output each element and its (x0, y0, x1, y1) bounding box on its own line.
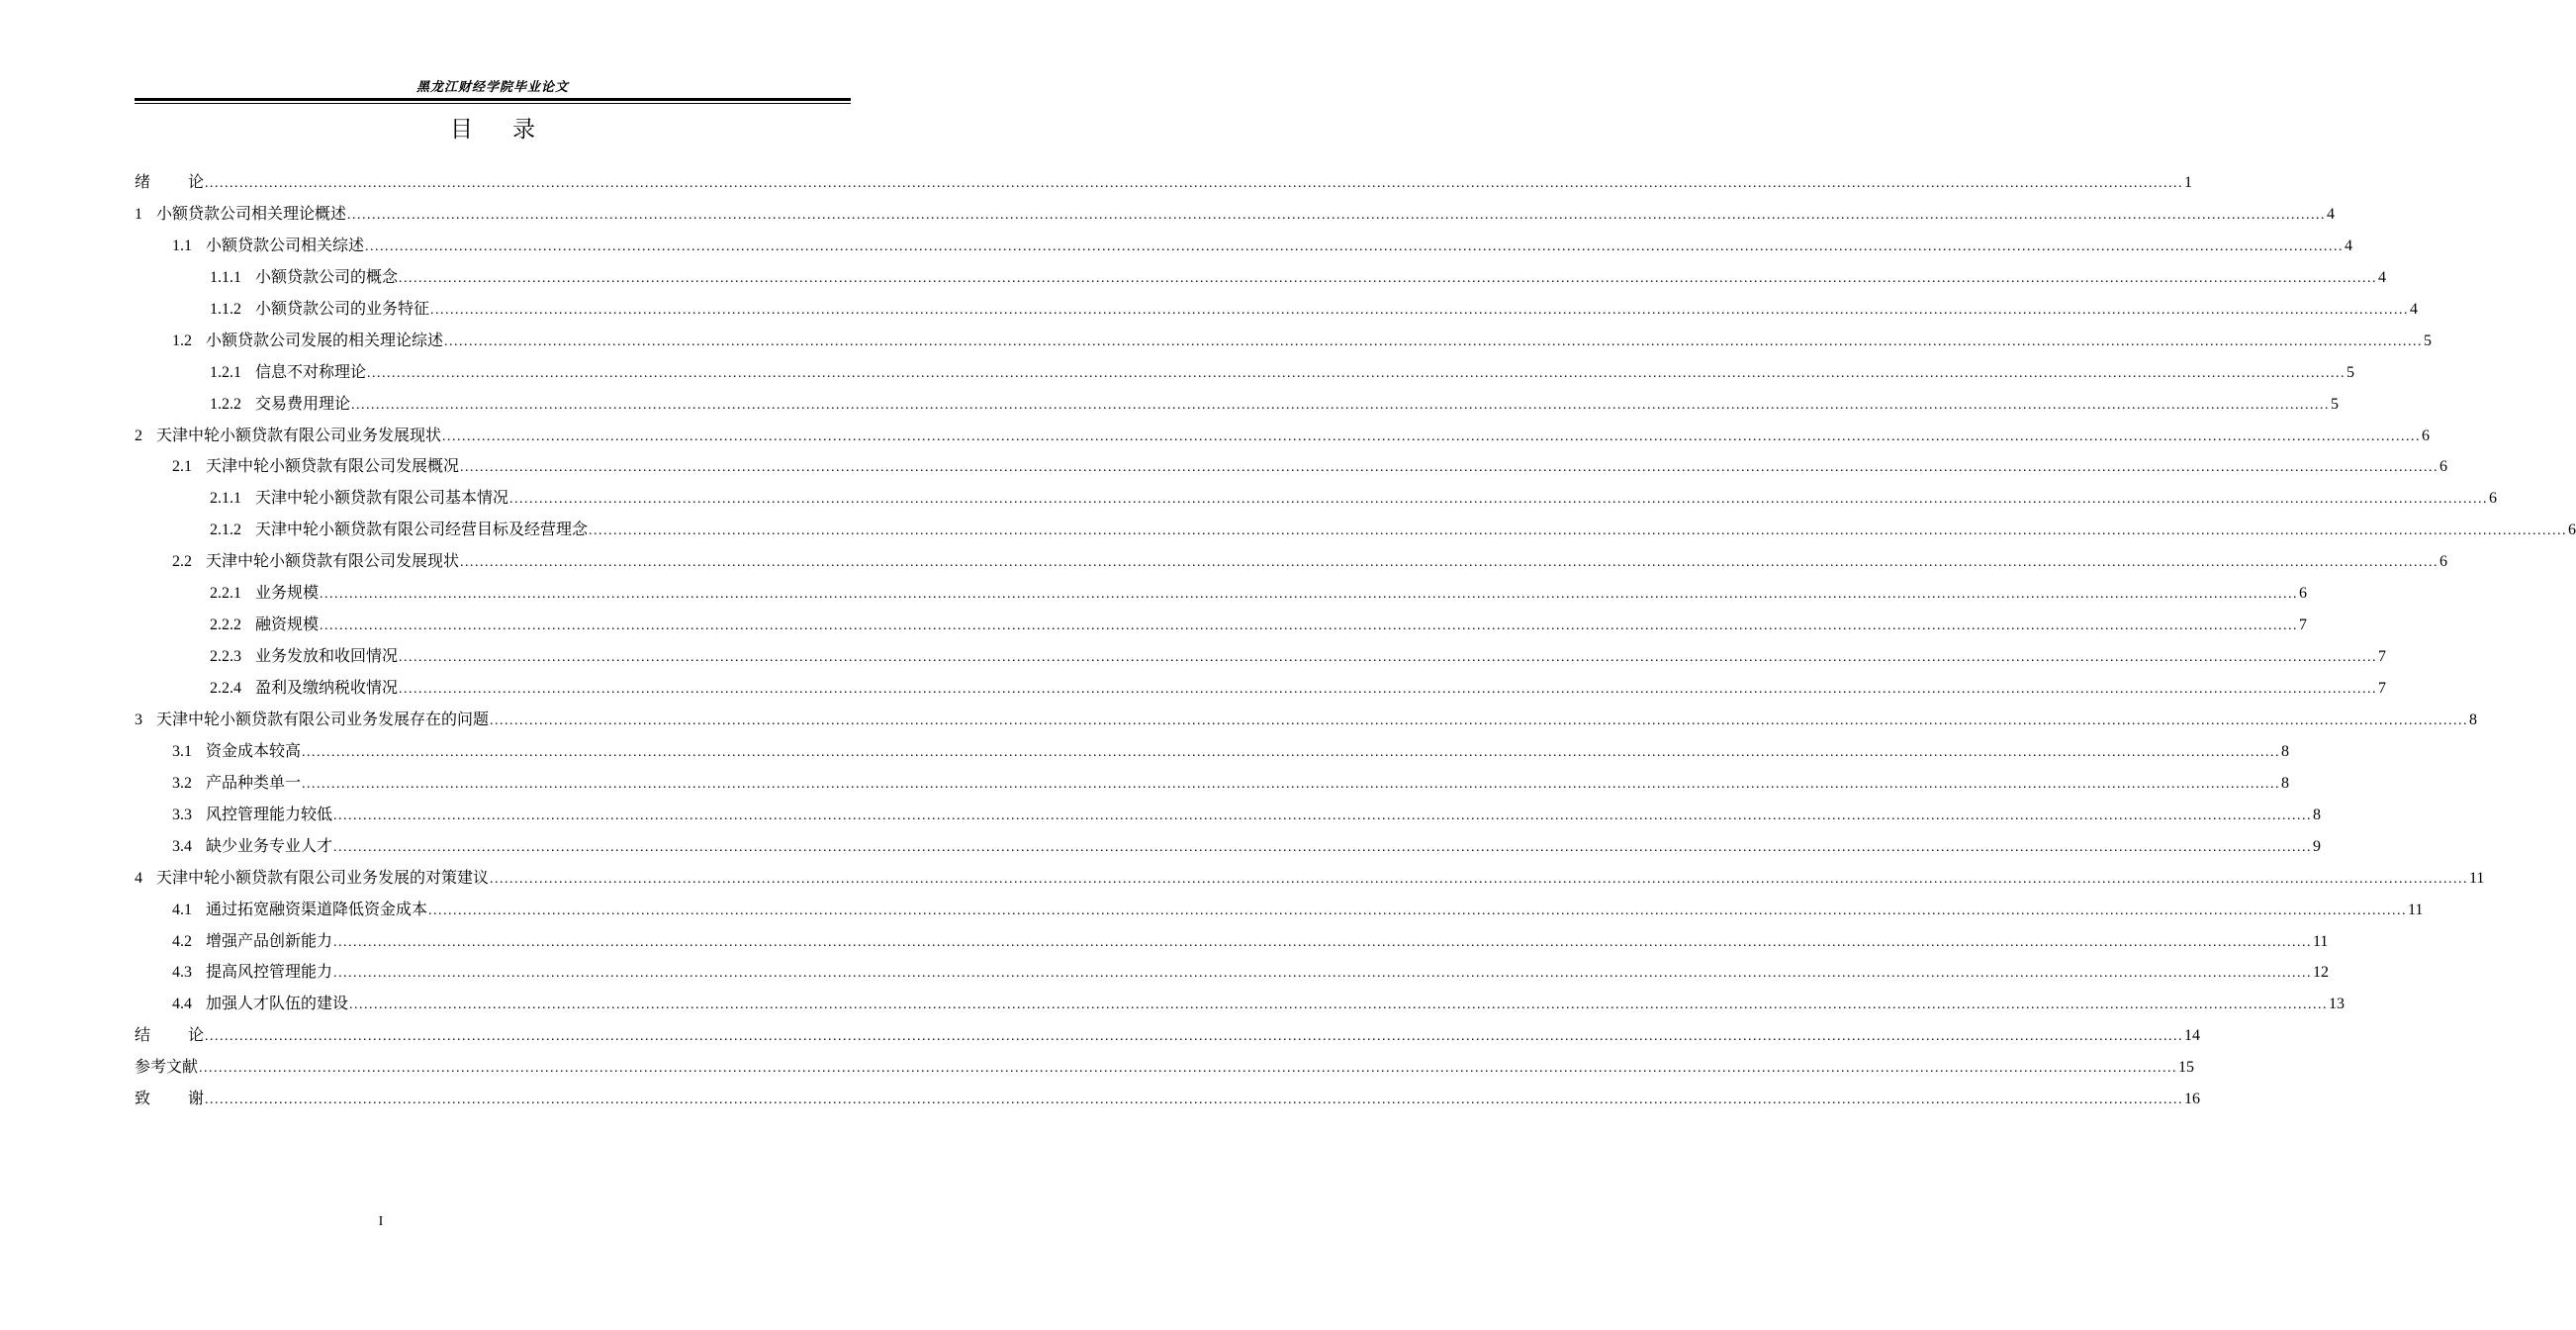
toc-entry-number: 1.2.2 (210, 395, 241, 413)
toc-entry-label: 天津中轮小额贷款有限公司发展概况 (206, 456, 460, 476)
toc-entry-label: 业务发放和收回情况 (255, 646, 399, 666)
toc-entry[interactable] (135, 482, 2498, 514)
toc-entry-number: 2.1.1 (210, 490, 241, 508)
toc-entry-page: 7 (2378, 680, 2387, 697)
toc-entry[interactable] (135, 388, 2340, 420)
toc-dot-leader: ................................................................................................................................................................................................................................................................................................................................................................................................................ (349, 998, 2329, 1013)
toc-entry-number: 4.2 (172, 932, 192, 950)
toc-dot-leader: ................................................................................................................................................................................................................................................................................................................................................................................................................ (442, 428, 2422, 444)
toc-entry[interactable] (135, 799, 2322, 830)
toc-entry-number: 1.1.2 (210, 300, 241, 318)
toc-entry-page: 6 (2489, 490, 2498, 508)
toc-entry-number: 2.2.2 (210, 617, 241, 634)
toc-entry-page: 6 (2422, 427, 2431, 444)
toc-entry[interactable] (135, 230, 2353, 261)
toc-entry-number: 1.1.1 (210, 268, 241, 286)
toc-entry-label: 加强人才队伍的建设 (206, 994, 349, 1013)
toc-dot-leader: ................................................................................................................................................................................................................................................................................................................................................................................................................ (205, 1029, 2184, 1045)
toc-entry-page: 5 (2424, 332, 2433, 349)
toc-entry-number: 2.2.1 (210, 585, 241, 603)
toc-entry-label: 天津中轮小额贷款有限公司经营目标及经营理念 (255, 520, 589, 539)
toc-entry-label: 参考文献 (135, 1057, 199, 1077)
toc-entry-page: 4 (2345, 237, 2353, 254)
toc-entry-label: 信息不对称理论 (255, 361, 367, 381)
toc-entry-label: 盈利及缴纳税收情况 (255, 678, 399, 697)
toc-entry[interactable] (135, 166, 2193, 198)
toc-entry-label: 天津中轮小额贷款有限公司业务发展现状 (156, 425, 442, 444)
toc-entry-number: 3.1 (172, 742, 192, 760)
toc-dot-leader: ................................................................................................................................................................................................................................................................................................................................................................................................................ (399, 270, 2378, 286)
toc-entry[interactable] (135, 862, 2485, 894)
toc-entry-page: 1 (2184, 174, 2193, 191)
toc-dot-leader: ................................................................................................................................................................................................................................................................................................................................................................................................................ (490, 712, 2469, 728)
toc-dot-leader: ................................................................................................................................................................................................................................................................................................................................................................................................................ (333, 934, 2313, 950)
toc-dot-leader: ................................................................................................................................................................................................................................................................................................................................................................................................................ (367, 365, 2346, 381)
toc-entry-label: 绪论 (135, 172, 205, 191)
toc-entry[interactable] (135, 609, 2308, 640)
toc-entry-page: 7 (2378, 648, 2387, 666)
toc-entry-label: 小额贷款公司相关理论概述 (156, 203, 347, 223)
toc-entry-page: 6 (2439, 553, 2448, 571)
toc-entry-page: 12 (2313, 964, 2330, 982)
toc-entry-label: 风控管理能力较低 (206, 804, 333, 823)
toc-entry-number: 3.4 (172, 837, 192, 855)
toc-entry-label: 小额贷款公司相关综述 (206, 235, 365, 254)
toc-entry[interactable] (135, 925, 2329, 957)
toc-entry[interactable] (135, 1083, 2201, 1114)
toc-dot-leader: ................................................................................................................................................................................................................................................................................................................................................................................................................ (490, 871, 2469, 887)
toc-entry-page: 11 (2469, 869, 2485, 887)
toc-entry-number: 2 (135, 427, 142, 444)
table-of-contents (135, 166, 2576, 1114)
toc-entry[interactable] (135, 325, 2433, 356)
toc-dot-leader: ................................................................................................................................................................................................................................................................................................................................................................................................................ (444, 333, 2424, 349)
toc-dot-leader: ................................................................................................................................................................................................................................................................................................................................................................................................................ (399, 682, 2378, 697)
toc-entry-number: 3 (135, 711, 142, 728)
toc-dot-leader: ................................................................................................................................................................................................................................................................................................................................................................................................................ (460, 555, 2439, 571)
toc-entry-number: 1.2.1 (210, 363, 241, 381)
toc-entry-number: 2.2.3 (210, 648, 241, 666)
toc-entry[interactable] (135, 767, 2290, 799)
toc-entry-number: 4.3 (172, 964, 192, 982)
toc-entry-number: 3.3 (172, 806, 192, 823)
toc-entry-number: 4 (135, 869, 142, 887)
toc-entry-page: 14 (2184, 1027, 2201, 1045)
toc-dot-leader: ................................................................................................................................................................................................................................................................................................................................................................................................................ (347, 207, 2327, 223)
toc-entry-label: 天津中轮小额贷款有限公司基本情况 (255, 488, 509, 508)
toc-entry-label: 天津中轮小额贷款有限公司发展现状 (206, 551, 460, 571)
toc-entry-page: 8 (2469, 711, 2478, 728)
toc-entry-label: 增强产品创新能力 (206, 930, 333, 950)
toc-entry-number: 3.2 (172, 774, 192, 792)
toc-dot-leader: ................................................................................................................................................................................................................................................................................................................................................................................................................ (509, 492, 2489, 508)
toc-dot-leader: ................................................................................................................................................................................................................................................................................................................................................................................................................ (430, 302, 2410, 318)
toc-entry-number: 1 (135, 205, 142, 223)
toc-entry[interactable] (135, 356, 2355, 388)
toc-dot-leader: ................................................................................................................................................................................................................................................................................................................................................................................................................ (205, 176, 2184, 191)
toc-entry[interactable] (135, 956, 2330, 988)
toc-entry-label: 交易费用理论 (255, 393, 351, 413)
toc-entry-number: 2.2.4 (210, 680, 241, 697)
toc-entry-page: 6 (2439, 458, 2448, 476)
toc-dot-leader: ................................................................................................................................................................................................................................................................................................................................................................................................................ (205, 1092, 2184, 1108)
toc-dot-leader: ................................................................................................................................................................................................................................................................................................................................................................................................................ (399, 650, 2378, 666)
toc-entry[interactable] (135, 894, 2424, 925)
page-title: 目录 (450, 117, 575, 142)
toc-entry[interactable] (135, 735, 2290, 767)
toc-dot-leader: ................................................................................................................................................................................................................................................................................................................................................................................................................ (428, 902, 2408, 918)
toc-entry-page: 11 (2313, 932, 2329, 950)
toc-entry-number: 2.1.2 (210, 522, 241, 539)
header-rule-thick (135, 98, 851, 101)
toc-dot-leader: ................................................................................................................................................................................................................................................................................................................................................................................................................ (365, 238, 2345, 254)
toc-dot-leader: ................................................................................................................................................................................................................................................................................................................................................................................................................ (333, 966, 2313, 982)
toc-entry-number: 2.1 (172, 458, 192, 476)
toc-entry-number: 1.2 (172, 332, 192, 349)
toc-dot-leader: ................................................................................................................................................................................................................................................................................................................................................................................................................ (460, 460, 2439, 476)
toc-entry-number: 4.1 (172, 901, 192, 918)
toc-entry-label: 通过拓宽融资渠道降低资金成本 (206, 899, 428, 918)
toc-entry[interactable] (135, 640, 2387, 672)
toc-entry[interactable] (135, 704, 2478, 735)
toc-entry-page: 6 (2299, 585, 2308, 603)
toc-entry-label: 提高风控管理能力 (206, 962, 333, 982)
toc-entry-number: 1.1 (172, 237, 192, 254)
toc-dot-leader: ................................................................................................................................................................................................................................................................................................................................................................................................................ (320, 587, 2299, 603)
toc-dot-leader: ................................................................................................................................................................................................................................................................................................................................................................................................................ (302, 744, 2281, 760)
toc-entry-page: 8 (2313, 806, 2322, 823)
toc-entry-page: 5 (2331, 395, 2340, 413)
toc-entry[interactable] (135, 261, 2387, 293)
toc-entry-label: 小额贷款公司的业务特征 (255, 298, 430, 318)
toc-entry-label: 天津中轮小额贷款有限公司业务发展的对策建议 (156, 867, 490, 887)
toc-entry[interactable] (135, 450, 2448, 482)
footer-page-number: I (378, 1214, 384, 1229)
toc-entry-label: 小额贷款公司的概念 (255, 266, 399, 286)
toc-dot-leader: ................................................................................................................................................................................................................................................................................................................................................................................................................ (333, 808, 2313, 823)
toc-entry-number: 4.4 (172, 996, 192, 1013)
toc-dot-leader: ................................................................................................................................................................................................................................................................................................................................................................................................................ (333, 839, 2313, 855)
toc-entry-page: 4 (2378, 268, 2387, 286)
toc-entry-label: 结论 (135, 1025, 205, 1045)
toc-entry[interactable] (135, 988, 2346, 1019)
toc-entry-label: 天津中轮小额贷款有限公司业务发展存在的问题 (156, 709, 490, 728)
toc-entry-label: 缺少业务专业人才 (206, 835, 333, 855)
toc-entry-page: 6 (2568, 522, 2576, 539)
toc-entry[interactable] (135, 1019, 2201, 1051)
toc-entry[interactable] (135, 1051, 2195, 1083)
toc-dot-leader: ................................................................................................................................................................................................................................................................................................................................................................................................................ (589, 523, 2568, 539)
toc-entry-page: 11 (2408, 901, 2424, 918)
toc-dot-leader: ................................................................................................................................................................................................................................................................................................................................................................................................................ (320, 618, 2299, 634)
toc-entry-page: 5 (2346, 363, 2355, 381)
toc-entry-page: 13 (2329, 996, 2346, 1013)
toc-entry-label: 致谢 (135, 1089, 205, 1108)
toc-dot-leader: ................................................................................................................................................................................................................................................................................................................................................................................................................ (199, 1061, 2178, 1077)
toc-entry-number: 2.2 (172, 553, 192, 571)
header-rule-thin (135, 103, 851, 104)
toc-dot-leader: ................................................................................................................................................................................................................................................................................................................................................................................................................ (302, 776, 2281, 792)
toc-entry[interactable] (135, 672, 2387, 704)
toc-entry-label: 小额贷款公司发展的相关理论综述 (206, 330, 444, 349)
toc-entry-label: 业务规模 (255, 583, 320, 603)
toc-entry-page: 8 (2281, 742, 2290, 760)
toc-entry-label: 融资规模 (255, 615, 320, 634)
toc-entry-page: 8 (2281, 774, 2290, 792)
toc-entry[interactable] (135, 293, 2419, 325)
toc-entry-page: 4 (2327, 205, 2336, 223)
toc-entry-page: 16 (2184, 1091, 2201, 1108)
toc-dot-leader: ................................................................................................................................................................................................................................................................................................................................................................................................................ (351, 397, 2331, 413)
toc-entry[interactable] (135, 830, 2322, 862)
toc-entry[interactable] (135, 420, 2431, 451)
toc-entry[interactable] (135, 198, 2336, 230)
toc-entry-label: 产品种类单一 (206, 772, 302, 792)
toc-entry[interactable] (135, 545, 2448, 577)
toc-entry-page: 7 (2299, 617, 2308, 634)
toc-entry-page: 15 (2178, 1059, 2195, 1077)
header-title: 黑龙江财经学院毕业论文 (415, 80, 569, 95)
toc-entry[interactable] (135, 514, 2576, 545)
toc-entry-page: 9 (2313, 837, 2322, 855)
toc-entry-label: 资金成本较高 (206, 740, 302, 760)
toc-entry[interactable] (135, 577, 2308, 609)
toc-entry-page: 4 (2410, 300, 2419, 318)
